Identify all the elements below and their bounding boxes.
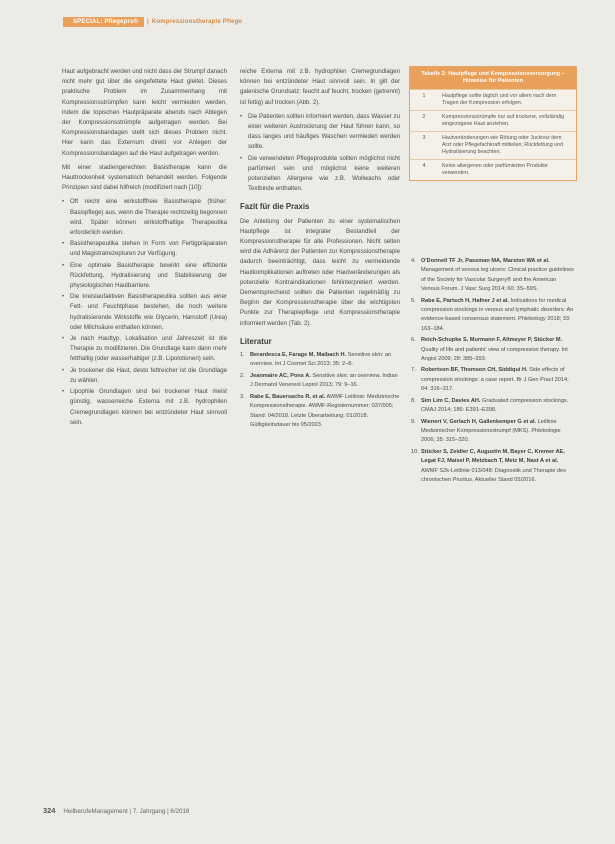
column-3-references — [411, 257, 575, 487]
column-2 — [240, 67, 400, 432]
bullet-list — [240, 112, 400, 195]
table-cell-text: Keine allergenen oder parfümierten Produkte verwenden. — [438, 160, 576, 181]
reference-list — [240, 351, 400, 430]
table-header: Tabelle 2: Hautpflege und Kompressionsversorgung – Hinweise für Patienten — [410, 67, 576, 89]
reference-item: 6. Reich-Schupke S, Murmann F, Altmeyer P, Stücker M. Quality of life and patients' view of compression therapy. Int Angiol 2009; 28: 385–393. — [411, 337, 568, 363]
section-subtitle: Kompressionstherapie Pflege — [151, 19, 242, 25]
list-item: • Je trockener die Haut, desto fettreicher ist die Grundlage zu wählen. — [62, 366, 227, 386]
list-item: • Die kreislaufaktiven Basistherapeutika sollten aus einer Fett- und Feuchtphase bestehen, die noch weitere hydratisierende Wirkstoffe wie Glycerin, Harnstoff (Urea) oder Milchsäure enthalten können. — [62, 292, 227, 333]
list-item: • Eine optimale Basistherapie bewirkt eine effiziente Rückfettung, Hydratisierung und Stabilisierung der physiologischen Hautbarriere. — [62, 261, 227, 292]
reference-item: 3. Rabe E, Bauersachs R, et al. AWMF Leitlinie: Medizinische Kompressionstherapie. AWMF-Registernummer: 037/005; Stand: 04/2018. Letzte Überarbeitung: 01/2018. Gültigkeitsdauer bis 05/2023. — [240, 393, 400, 428]
bullet-list — [62, 197, 227, 427]
list-item: • Oft reicht eine wirkstofffreie Basistherapie (früher: Basispflege) aus, wenn die Therapie rechtzeitig begonnen wird. Später können wirkstoffhaltige Therapeutika erforderlich werden. — [62, 197, 227, 238]
list-item: • Lipophile Grundlagen sind bei trockener Haut meist günstig, wasserreiche Externa mit z.B. hydrophilen Cremegrundlagen können bei entzündeter Haut sinnvoll sein. — [62, 387, 227, 428]
page-number: 324 — [43, 806, 56, 815]
table-row — [410, 90, 576, 111]
table-row — [410, 132, 576, 160]
list-item: • Basistherapeutika stehen in Form von Fertigpräparaten und Magistralrezepturen zur Verfügung. — [62, 239, 227, 259]
journal-citation: HeilberufeManagement | 7. Jahrgang | 6/2018 — [63, 808, 190, 815]
table-cell-number: 4 — [410, 160, 438, 181]
table-cell-number: 3 — [410, 132, 438, 160]
list-item: • Die Patienten sollten informiert werden, dass Wasser zu einer weiteren Austrocknung der Haut führen kann, so dass langes und häufiges Waschen vermieden werden sollte. — [240, 112, 400, 153]
header-separator: | — [147, 19, 149, 25]
reference-item: 5. Rabe E, Partsch H, Hafner J et al. Indications for medical compression stockings in venous and lymphatic disorders: An evidence-based consensus statement. Phlebology 2018; 33: 163–184. — [411, 297, 574, 332]
column-1 — [62, 67, 227, 432]
table-cell-text: Kompressionsstrümpfe nur auf trockene, vollständig eingezogene Haut anziehen. — [438, 111, 576, 132]
paragraph: Die Anleitung der Patienten zu einer systematischen Hautpflege ist integraler Bestandteil der Kompressionstherapie für alle Professionen. Nicht selten wird die Adhärenz der Patienten zur Kompressionstherapie dadurch beeinträchtigt, dass leicht zu vermeidende Hautkomplikationen auftreten oder Hautveränderungen als potenzielle Kontraindikationen fehlinterpretiert werden. Dementsprechend sollten die Patienten regelmäßig zu Beginn der Kompressionstherapie über die wichtigsten Punkte zur Therapiepflege und Kompressionstherapie informiert werden (Tab. 2). — [240, 217, 400, 327]
section-heading-fazit: Fazit für die Praxis — [240, 202, 310, 212]
paragraph: Mit einer stadiengerechten Basistherapie kann die Hauttrockenheit systematisch behandelt werden. Folgende Prinzipien sind dabei hilfreich (modifiziert nach [10]): — [62, 163, 227, 192]
table — [410, 89, 576, 180]
paragraph: reiche Externa mit z.B. hydrophilen Cremegrundlagen können bei entzündeter Haut sinnvoll sein. In gilt der galenische Grundsatz: feucht auf feucht, trocken (getrennt) ist fettig) auf trocken (Abb. 2). — [240, 68, 400, 106]
table-row — [410, 160, 576, 181]
section-heading-literatur: Literatur — [240, 336, 272, 346]
section-header — [63, 17, 242, 27]
reference-item: 10. Stücker S, Zeidler C, Augustin M, Bayer C, Kremer AE, Legat FJ, Maisel P, Metzbach T, Metz M, Nast A et al. AWMF S2k-Leitlinie 013/048: Diagnostik und Therapie des chronischen Pruritus. Aktueller Stand 05/2016. — [411, 448, 566, 483]
reference-item: 1. Berardesca E, Farage M, Maibach H. Sensitive skin: an overview. Int J Cosmet Sci 2013; 35: 2–8. — [240, 352, 392, 368]
patient-tips-table — [409, 66, 577, 181]
table-cell-text: Hautveränderungen wie Rötung oder Juckreiz dem Arzt oder Pflegefachkraft mitteilen; Rückfettung und Hydratisierung beachten. — [438, 132, 576, 160]
list-item: • Die verwendeten Pflegeprodukte sollten möglichst nicht parfümiert sein und möglichst keine weiteren potenziellen Allergene wie z.B. Wollwachs oder Textbinde enthalten. — [240, 154, 400, 195]
table-row — [410, 111, 576, 132]
section-category: SPECIAL: Pflegeprofi — [63, 17, 144, 27]
list-item: • Je nach Hauttyp, Lokalisation und Jahreszeit ist die Therapie zu modifizieren. Die Grundlage kann dann mehr fetthaltig (oder wasserhaltiger (z.B. Lipolotionen) sein. — [62, 334, 227, 365]
reference-item: 8. Sim Lim C, Davies AH. Graduated compression stockings. CMAJ 2014; 186: E391–E398. — [411, 397, 569, 414]
reference-item: 2. Jeanmaire AC, Pons A. Sensitive skin: an overview. Indian J Dermatol Venereol Leprol 2013; 79: 9–16. — [240, 372, 398, 389]
table-cell-number: 1 — [410, 90, 438, 111]
table-cell-number: 2 — [410, 111, 438, 132]
page-footer — [43, 806, 189, 815]
paragraph: Haut aufgebracht werden und nicht dass der Strumpf danach nicht mehr gut über die eingefettete Haut gleitet. Dieses praktische Problem im Zusammenhang mit Kompressionsstrümpfen kann leicht vermieden werden, indem die topischen Hautpräparate abends nach Ablegen der Kompressionsstrümpfe aufgetragen werden. Bei Kompressionsbandagen stellt sich dieses Problem nicht. Hier kann das Externum direkt vor Anlegen der Kompressionsbandagen auf die Haut aufgetragen werden. — [62, 68, 227, 157]
reference-item: 7. Robertson BF, Thomson CH, Siddiqui H. Side effects of compression stockings: a case report. Br J Gen Pract 2014; 64: 316–317. — [411, 367, 569, 393]
reference-list — [411, 257, 575, 485]
table-cell-text: Hautpflege sollte täglich und vor allem nach dem Tragen der Kompression erfolgen. — [438, 90, 576, 111]
reference-item: 4. O'Donnell TF Jr, Passman MA, Marston WA et al. Management of venous leg ulcers: Clinical practice guidelines of the Society for Vascular Surgery® and the American Venous Forum. J Vasc Surg 2014; 60: 3S–59S. — [411, 258, 574, 293]
reference-item: 9. Wienert V, Gerlach H, Gallenkemper G et al. Leitlinie Medizinischer Kompressionsstrumpf (MKS). Phlebologie 2006; 35: 315–320. — [411, 418, 561, 444]
